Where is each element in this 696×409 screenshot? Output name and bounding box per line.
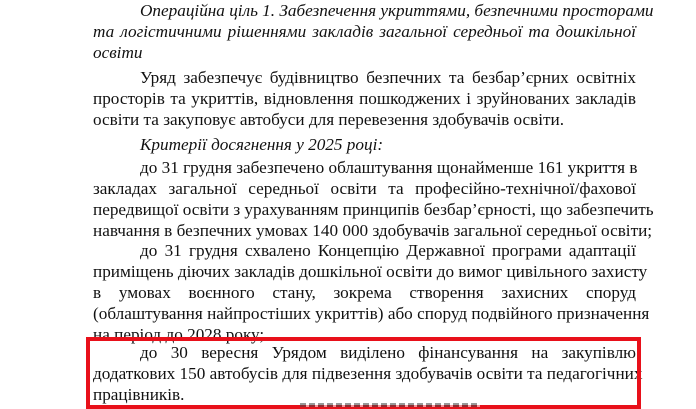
criterion-2-line-1: до 31 грудня схвалено Концепцію Державної програми адаптації xyxy=(140,241,636,260)
intro-line-3: освіти та закуповує автобуси для перевезення здобувачів освіти. xyxy=(93,110,565,129)
intro-line-2: просторів та укриттів, відновлення пошкоджених і зруйнованих закладів xyxy=(93,89,636,108)
criterion-1-line-2: закладах загальної середньої освіти та професійно-технічної/фахової xyxy=(93,179,636,198)
criterion-3-line-3: працівників. xyxy=(93,385,185,404)
highlight-box xyxy=(86,337,641,409)
goal-title-line-3: освіти xyxy=(93,43,143,62)
criterion-1-line-4: навчання в безпечних умовах 140 000 здобувачів загальної середньої освіти; xyxy=(93,221,653,240)
criterion-1-line-1: до 31 грудня забезпечено облаштування щонайменше 161 укриття в xyxy=(140,158,638,177)
intro-line-1: Уряд забезпечує будівництво безпечних та безбар’єрних освітніх xyxy=(140,68,636,87)
criterion-3-line-1: до 30 вересня Урядом виділено фінансування на закупівлю xyxy=(140,343,636,362)
criterion-2-line-2: приміщень діючих закладів дошкільної освіти до вимог цивільного захисту xyxy=(93,262,648,281)
cropped-text-fragment xyxy=(300,403,480,407)
criterion-2-line-3: в умовах воєнного стану, зокрема створення захисних споруд xyxy=(93,283,636,302)
criteria-heading: Критерії досягнення у 2025 році: xyxy=(140,135,384,154)
criterion-3-line-2: додаткових 150 автобусів для підвезення здобувачів освіти та педагогічних xyxy=(93,364,643,383)
goal-title-line-1: Операційна ціль 1. Забезпечення укриттями, безпечними просторами xyxy=(140,1,654,20)
criterion-2-line-5: на період до 2028 року; xyxy=(93,325,265,344)
goal-title-line-2: та логістичними рішеннями закладів загальної середньої та дошкільної xyxy=(93,22,636,41)
criterion-1-line-3: передвищої освіти з урахуванням принципів безбар’єрності, що забезпечить xyxy=(93,200,654,219)
criterion-2-line-4: (облаштування найпростіших укриттів) або споруд подвійного призначення xyxy=(93,304,650,323)
